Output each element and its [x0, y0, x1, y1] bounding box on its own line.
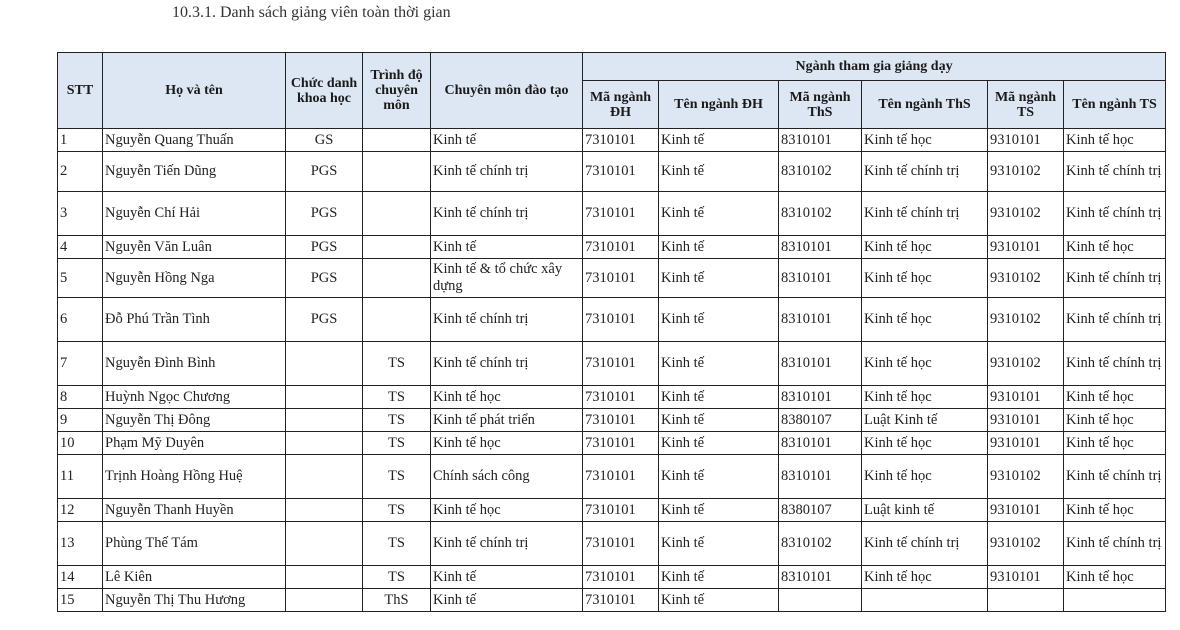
header-name: Họ và tên — [103, 53, 286, 129]
table-row — [58, 455, 1166, 499]
cell-stt: 1 — [58, 129, 103, 152]
cell-major: Kinh tế học — [431, 432, 583, 455]
cell-stt: 3 — [58, 192, 103, 236]
cell-ts-code: 9310102 — [988, 152, 1064, 192]
cell-degree: TS — [363, 432, 431, 455]
cell-academic-title — [286, 432, 363, 455]
cell-name: Nguyễn Văn Luân — [103, 236, 286, 259]
cell-academic-title — [286, 342, 363, 386]
cell-ths-code — [779, 589, 862, 612]
cell-dh-code: 7310101 — [583, 589, 659, 612]
cell-name: Đỗ Phú Trần Tình — [103, 298, 286, 342]
cell-degree: TS — [363, 499, 431, 522]
cell-ths-name — [862, 589, 988, 612]
table-row — [58, 129, 1166, 152]
cell-name: Nguyễn Thị Thu Hương — [103, 589, 286, 612]
cell-dh-code: 7310101 — [583, 499, 659, 522]
cell-academic-title — [286, 566, 363, 589]
cell-ts-name: Kinh tế học — [1064, 432, 1166, 455]
table-row — [58, 432, 1166, 455]
cell-major: Kinh tế chính trị — [431, 192, 583, 236]
cell-academic-title — [286, 455, 363, 499]
cell-dh-name: Kinh tế — [659, 192, 779, 236]
cell-academic-title: GS — [286, 129, 363, 152]
cell-dh-code: 7310101 — [583, 566, 659, 589]
cell-major: Kinh tế chính trị — [431, 342, 583, 386]
cell-ts-code: 9310102 — [988, 259, 1064, 298]
table-row — [58, 192, 1166, 236]
cell-ts-code: 9310101 — [988, 236, 1064, 259]
cell-ts-code: 9310101 — [988, 386, 1064, 409]
cell-ts-name: Kinh tế chính trị — [1064, 522, 1166, 566]
cell-degree — [363, 152, 431, 192]
cell-dh-code: 7310101 — [583, 386, 659, 409]
cell-academic-title — [286, 522, 363, 566]
cell-degree — [363, 298, 431, 342]
cell-name: Nguyễn Quang Thuấn — [103, 129, 286, 152]
cell-dh-name: Kinh tế — [659, 236, 779, 259]
cell-ts-name: Kinh tế chính trị — [1064, 298, 1166, 342]
cell-dh-code: 7310101 — [583, 192, 659, 236]
cell-academic-title — [286, 409, 363, 432]
cell-degree: TS — [363, 386, 431, 409]
header-ts-name: Tên ngành TS — [1064, 81, 1166, 129]
cell-stt: 7 — [58, 342, 103, 386]
cell-dh-name: Kinh tế — [659, 566, 779, 589]
cell-dh-name: Kinh tế — [659, 298, 779, 342]
cell-degree: TS — [363, 409, 431, 432]
cell-stt: 15 — [58, 589, 103, 612]
cell-ths-name: Kinh tế chính trị — [862, 192, 988, 236]
cell-ths-name: Kinh tế học — [862, 298, 988, 342]
header-academic-title: Chức danh khoa học — [286, 53, 363, 129]
cell-name: Phạm Mỹ Duyên — [103, 432, 286, 455]
cell-degree — [363, 129, 431, 152]
cell-ts-code: 9310102 — [988, 342, 1064, 386]
cell-ths-code: 8310102 — [779, 522, 862, 566]
cell-stt: 4 — [58, 236, 103, 259]
cell-ts-code: 9310102 — [988, 298, 1064, 342]
table-row — [58, 386, 1166, 409]
cell-ths-code: 8310101 — [779, 386, 862, 409]
cell-ths-code: 8310101 — [779, 342, 862, 386]
cell-ts-code: 9310101 — [988, 432, 1064, 455]
cell-ts-name: Kinh tế học — [1064, 499, 1166, 522]
cell-ths-name: Kinh tế học — [862, 129, 988, 152]
header-degree: Trình độ chuyên môn — [363, 53, 431, 129]
cell-ts-name: Kinh tế chính trị — [1064, 259, 1166, 298]
cell-ts-name: Kinh tế chính trị — [1064, 152, 1166, 192]
cell-stt: 12 — [58, 499, 103, 522]
table-row — [58, 522, 1166, 566]
cell-name: Nguyễn Đình Bình — [103, 342, 286, 386]
cell-major: Kinh tế chính trị — [431, 522, 583, 566]
cell-dh-code: 7310101 — [583, 298, 659, 342]
cell-academic-title: PGS — [286, 236, 363, 259]
cell-degree — [363, 192, 431, 236]
cell-dh-name: Kinh tế — [659, 522, 779, 566]
cell-stt: 10 — [58, 432, 103, 455]
cell-dh-name: Kinh tế — [659, 455, 779, 499]
cell-dh-name: Kinh tế — [659, 409, 779, 432]
cell-name: Nguyễn Tiến Dũng — [103, 152, 286, 192]
cell-ths-name: Kinh tế học — [862, 342, 988, 386]
cell-dh-name: Kinh tế — [659, 432, 779, 455]
cell-name: Huỳnh Ngọc Chương — [103, 386, 286, 409]
table-row — [58, 259, 1166, 298]
cell-stt: 5 — [58, 259, 103, 298]
table-row — [58, 342, 1166, 386]
cell-academic-title — [286, 386, 363, 409]
cell-degree — [363, 236, 431, 259]
cell-dh-code: 7310101 — [583, 342, 659, 386]
cell-major: Kinh tế chính trị — [431, 152, 583, 192]
cell-dh-code: 7310101 — [583, 152, 659, 192]
cell-degree: TS — [363, 566, 431, 589]
cell-ts-name: Kinh tế chính trị — [1064, 455, 1166, 499]
cell-degree: TS — [363, 342, 431, 386]
cell-major: Kinh tế phát triển — [431, 409, 583, 432]
cell-ths-code: 8310101 — [779, 236, 862, 259]
cell-ths-name: Kinh tế học — [862, 455, 988, 499]
cell-dh-code: 7310101 — [583, 432, 659, 455]
header-ts-code: Mã ngành TS — [988, 81, 1064, 129]
table-row — [58, 152, 1166, 192]
cell-ths-code: 8310101 — [779, 259, 862, 298]
table-row — [58, 298, 1166, 342]
cell-name: Lê Kiên — [103, 566, 286, 589]
cell-academic-title: PGS — [286, 192, 363, 236]
cell-stt: 11 — [58, 455, 103, 499]
cell-name: Nguyễn Chí Hải — [103, 192, 286, 236]
header-stt: STT — [58, 53, 103, 129]
cell-ts-name: Kinh tế học — [1064, 236, 1166, 259]
cell-ts-code: 9310101 — [988, 499, 1064, 522]
cell-dh-code: 7310101 — [583, 129, 659, 152]
cell-major: Kinh tế — [431, 566, 583, 589]
cell-ths-code: 8310101 — [779, 432, 862, 455]
header-ths-name: Tên ngành ThS — [862, 81, 988, 129]
cell-ths-name: Luật Kinh tế — [862, 409, 988, 432]
table-row — [58, 589, 1166, 612]
table-caption: 10.3.1. Danh sách giảng viên toàn thời gian — [172, 4, 451, 21]
cell-name: Trịnh Hoàng Hồng Huệ — [103, 455, 286, 499]
cell-dh-code: 7310101 — [583, 455, 659, 499]
cell-major: Kinh tế học — [431, 499, 583, 522]
cell-name: Nguyễn Thị Đông — [103, 409, 286, 432]
header-ths-code: Mã ngành ThS — [779, 81, 862, 129]
cell-degree: TS — [363, 522, 431, 566]
cell-ts-code: 9310102 — [988, 522, 1064, 566]
cell-ts-name: Kinh tế chính trị — [1064, 342, 1166, 386]
cell-ts-code: 9310101 — [988, 409, 1064, 432]
cell-dh-name: Kinh tế — [659, 589, 779, 612]
cell-dh-code: 7310101 — [583, 409, 659, 432]
cell-ths-code: 8310102 — [779, 152, 862, 192]
table-row — [58, 566, 1166, 589]
cell-ths-code: 8380107 — [779, 409, 862, 432]
cell-major: Kinh tế — [431, 589, 583, 612]
cell-stt: 13 — [58, 522, 103, 566]
cell-ts-code: 9310102 — [988, 192, 1064, 236]
cell-ths-code: 8310101 — [779, 129, 862, 152]
lecturer-table — [57, 52, 1166, 612]
cell-ts-name: Kinh tế học — [1064, 386, 1166, 409]
cell-ths-name: Kinh tế học — [862, 432, 988, 455]
cell-dh-code: 7310101 — [583, 259, 659, 298]
cell-ths-code: 8310101 — [779, 298, 862, 342]
cell-ths-name: Kinh tế học — [862, 259, 988, 298]
cell-ths-code: 8380107 — [779, 499, 862, 522]
cell-degree: TS — [363, 455, 431, 499]
cell-academic-title — [286, 499, 363, 522]
cell-academic-title: PGS — [286, 298, 363, 342]
cell-ths-name: Kinh tế học — [862, 386, 988, 409]
cell-name: Nguyễn Hồng Nga — [103, 259, 286, 298]
header-teaching-group: Ngành tham gia giảng dạy — [583, 53, 1166, 81]
cell-dh-code: 7310101 — [583, 236, 659, 259]
cell-name: Nguyễn Thanh Huyền — [103, 499, 286, 522]
table-row — [58, 236, 1166, 259]
cell-major: Kinh tế & tổ chức xây dựng — [431, 259, 583, 298]
cell-ths-name: Kinh tế học — [862, 236, 988, 259]
cell-major: Kinh tế chính trị — [431, 298, 583, 342]
header-dh-name: Tên ngành ĐH — [659, 81, 779, 129]
table-body — [58, 129, 1166, 612]
cell-ts-code: 9310102 — [988, 455, 1064, 499]
table-row — [58, 499, 1166, 522]
cell-academic-title: PGS — [286, 152, 363, 192]
cell-major: Kinh tế — [431, 129, 583, 152]
cell-stt: 8 — [58, 386, 103, 409]
cell-ths-name: Kinh tế chính trị — [862, 522, 988, 566]
cell-stt: 9 — [58, 409, 103, 432]
cell-ts-code — [988, 589, 1064, 612]
cell-ts-name: Kinh tế học — [1064, 409, 1166, 432]
cell-dh-name: Kinh tế — [659, 129, 779, 152]
header-major: Chuyên môn đào tạo — [431, 53, 583, 129]
cell-dh-name: Kinh tế — [659, 259, 779, 298]
cell-ts-name: Kinh tế chính trị — [1064, 192, 1166, 236]
cell-stt: 14 — [58, 566, 103, 589]
cell-stt: 2 — [58, 152, 103, 192]
cell-dh-name: Kinh tế — [659, 152, 779, 192]
cell-academic-title: PGS — [286, 259, 363, 298]
cell-degree — [363, 259, 431, 298]
cell-ts-name: Kinh tế học — [1064, 566, 1166, 589]
cell-major: Kinh tế học — [431, 386, 583, 409]
header-dh-code: Mã ngành ĐH — [583, 81, 659, 129]
cell-ths-name: Kinh tế chính trị — [862, 152, 988, 192]
cell-dh-name: Kinh tế — [659, 386, 779, 409]
cell-major: Chính sách công — [431, 455, 583, 499]
cell-name: Phùng Thế Tám — [103, 522, 286, 566]
cell-ts-code: 9310101 — [988, 566, 1064, 589]
cell-ths-code: 8310101 — [779, 566, 862, 589]
cell-ts-name — [1064, 589, 1166, 612]
cell-ts-name: Kinh tế học — [1064, 129, 1166, 152]
cell-dh-name: Kinh tế — [659, 342, 779, 386]
cell-stt: 6 — [58, 298, 103, 342]
cell-ths-name: Kinh tế học — [862, 566, 988, 589]
cell-major: Kinh tế — [431, 236, 583, 259]
cell-ths-code: 8310102 — [779, 192, 862, 236]
cell-dh-code: 7310101 — [583, 522, 659, 566]
cell-ths-name: Luật kinh tế — [862, 499, 988, 522]
cell-dh-name: Kinh tế — [659, 499, 779, 522]
table-row — [58, 409, 1166, 432]
cell-academic-title — [286, 589, 363, 612]
cell-ts-code: 9310101 — [988, 129, 1064, 152]
cell-ths-code: 8310101 — [779, 455, 862, 499]
cell-degree: ThS — [363, 589, 431, 612]
